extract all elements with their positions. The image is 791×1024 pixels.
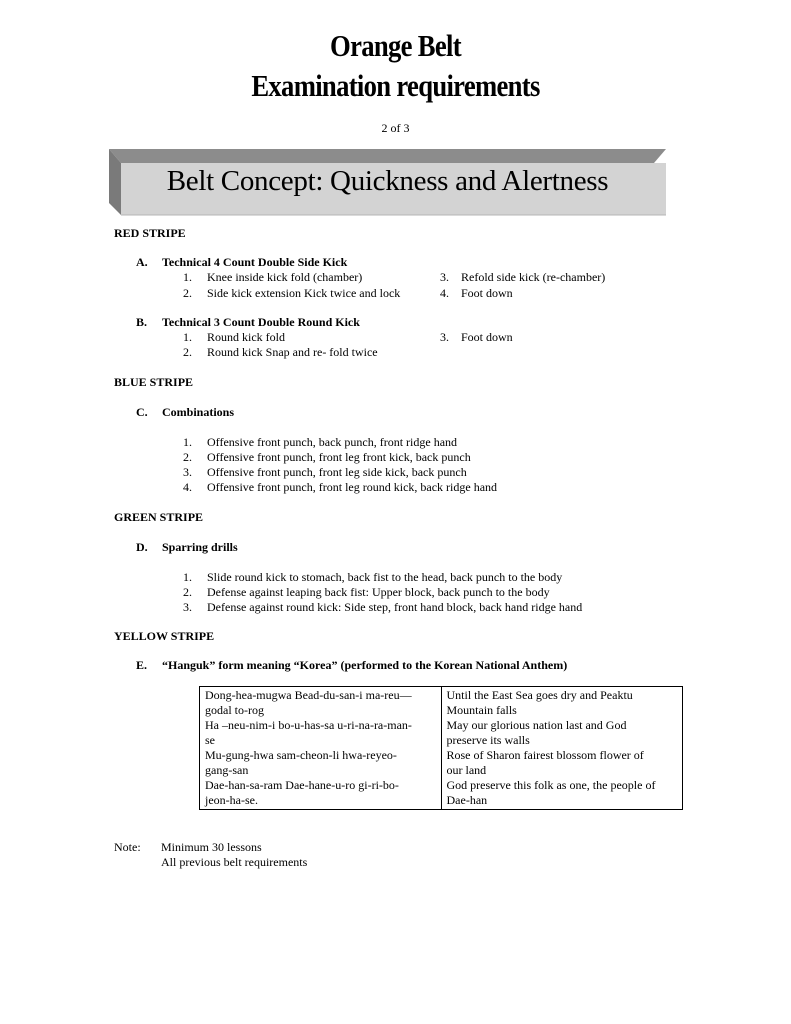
- anthem-line: Mountain falls: [446, 703, 517, 717]
- list-item: [440, 270, 605, 285]
- item-text: Refold side kick (re-chamber): [461, 270, 606, 284]
- note-label: Note:: [114, 840, 141, 854]
- yellow-stripe-heading: YELLOW STRIPE: [114, 629, 215, 643]
- item-number: 1.: [183, 270, 192, 284]
- anthem-korean-cell: [200, 687, 442, 810]
- anthem-line: God preserve this folk as one, the people of: [446, 778, 656, 792]
- banner-text: Belt Concept: Quickness and Alertness: [166, 165, 609, 197]
- item-number: 3.: [183, 600, 192, 614]
- belt-concept-banner: [109, 149, 666, 217]
- section-title-text: Combinations: [162, 405, 235, 419]
- section-title-text: “Hanguk” form meaning “Korea” (performed to the Korean National Anthem): [162, 658, 568, 672]
- item-number: 4.: [183, 480, 192, 494]
- anthem-line: Dong-hea-mugwa Bead-du-san-i ma-reu—: [205, 688, 412, 702]
- anthem-line: Mu-gung-hwa sam-cheon-li hwa-reyeo-: [205, 748, 397, 762]
- page-title-line-1: Orange Belt: [330, 28, 461, 63]
- blue-stripe-heading: BLUE STRIPE: [114, 375, 194, 389]
- section-letter: E.: [136, 658, 148, 672]
- anthem-line: May our glorious nation last and God: [446, 718, 627, 732]
- item-number: 2.: [183, 345, 192, 359]
- section-title-text: Sparring drills: [162, 540, 238, 554]
- item-number: 2.: [183, 450, 192, 464]
- list-item: [183, 585, 550, 600]
- item-number: 4.: [440, 286, 449, 300]
- anthem-line: Dae-han-sa-ram Dae-hane-u-ro gi-ri-bo-: [205, 778, 399, 792]
- item-text: Defense against round kick: Side step, front hand block, back hand ridge hand: [207, 600, 583, 614]
- page-number: 2 of 3: [381, 121, 410, 135]
- item-text: Foot down: [461, 286, 513, 300]
- item-number: 1.: [183, 330, 192, 344]
- item-number: 2.: [183, 585, 192, 599]
- item-text: Offensive front punch, front leg round kick, back ridge hand: [207, 480, 498, 494]
- section-title-text: Technical 3 Count Double Round Kick: [162, 315, 360, 329]
- section-b-title: [136, 315, 360, 330]
- section-a-title: [136, 255, 347, 270]
- red-stripe-heading: RED STRIPE: [114, 226, 186, 240]
- section-title-text: Technical 4 Count Double Side Kick: [162, 255, 348, 269]
- anthem-line: gang-san: [205, 763, 249, 777]
- list-item: [183, 450, 471, 465]
- list-item: [183, 345, 378, 360]
- item-number: 1.: [183, 570, 192, 584]
- list-item: [440, 286, 513, 301]
- anthem-line: Rose of Sharon fairest blossom flower of: [446, 748, 644, 762]
- list-item: [183, 570, 562, 585]
- item-text: Side kick extension Kick twice and lock: [207, 286, 401, 300]
- item-text: Round kick Snap and re- fold twice: [207, 345, 378, 359]
- section-letter: A.: [136, 255, 148, 269]
- list-item: [183, 330, 285, 345]
- page-title-line-2: Examination requirements: [251, 68, 540, 103]
- section-e-title: [136, 658, 567, 673]
- item-text: Offensive front punch, back punch, front ridge hand: [207, 435, 458, 449]
- section-letter: D.: [136, 540, 148, 554]
- anthem-line: jeon-ha-se.: [205, 793, 258, 807]
- table-row: [200, 687, 683, 810]
- anthem-line: our land: [446, 763, 487, 777]
- item-text: Slide round kick to stomach, back fist to the head, back punch to the body: [207, 570, 563, 584]
- section-letter: C.: [136, 405, 148, 419]
- item-number: 3.: [440, 270, 449, 284]
- anthem-line: Dae-han: [446, 793, 488, 807]
- section-d-title: [136, 540, 238, 555]
- anthem-line: preserve its walls: [446, 733, 530, 747]
- anthem-line: godal to-rog: [205, 703, 264, 717]
- list-item: [183, 435, 457, 450]
- anthem-line: Ha –neu-nim-i bo-u-has-sa u-ri-na-ra-man-: [205, 718, 412, 732]
- item-text: Defense against leaping back fist: Upper block, back punch to the body: [207, 585, 550, 599]
- item-number: 3.: [183, 465, 192, 479]
- list-item: [183, 270, 362, 285]
- item-number: 2.: [183, 286, 192, 300]
- list-item: [440, 330, 513, 345]
- list-item: [183, 480, 497, 495]
- item-text: Foot down: [461, 330, 513, 344]
- green-stripe-heading: GREEN STRIPE: [114, 510, 204, 524]
- anthem-table: [199, 686, 683, 810]
- item-text: Knee inside kick fold (chamber): [207, 270, 363, 284]
- anthem-line: se: [205, 733, 215, 747]
- list-item: [183, 286, 400, 301]
- item-text: Offensive front punch, front leg front kick, back punch: [207, 450, 471, 464]
- list-item: [183, 600, 582, 615]
- section-c-title: [136, 405, 234, 420]
- item-number: 3.: [440, 330, 449, 344]
- anthem-english-cell: [441, 687, 683, 810]
- list-item: [183, 465, 467, 480]
- anthem-line: Until the East Sea goes dry and Peaktu: [446, 688, 633, 702]
- item-number: 1.: [183, 435, 192, 449]
- item-text: Round kick fold: [207, 330, 285, 344]
- note-line: All previous belt requirements: [161, 855, 308, 869]
- note-line: Minimum 30 lessons: [161, 840, 262, 854]
- item-text: Offensive front punch, front leg side kick, back punch: [207, 465, 467, 479]
- section-letter: B.: [136, 315, 148, 329]
